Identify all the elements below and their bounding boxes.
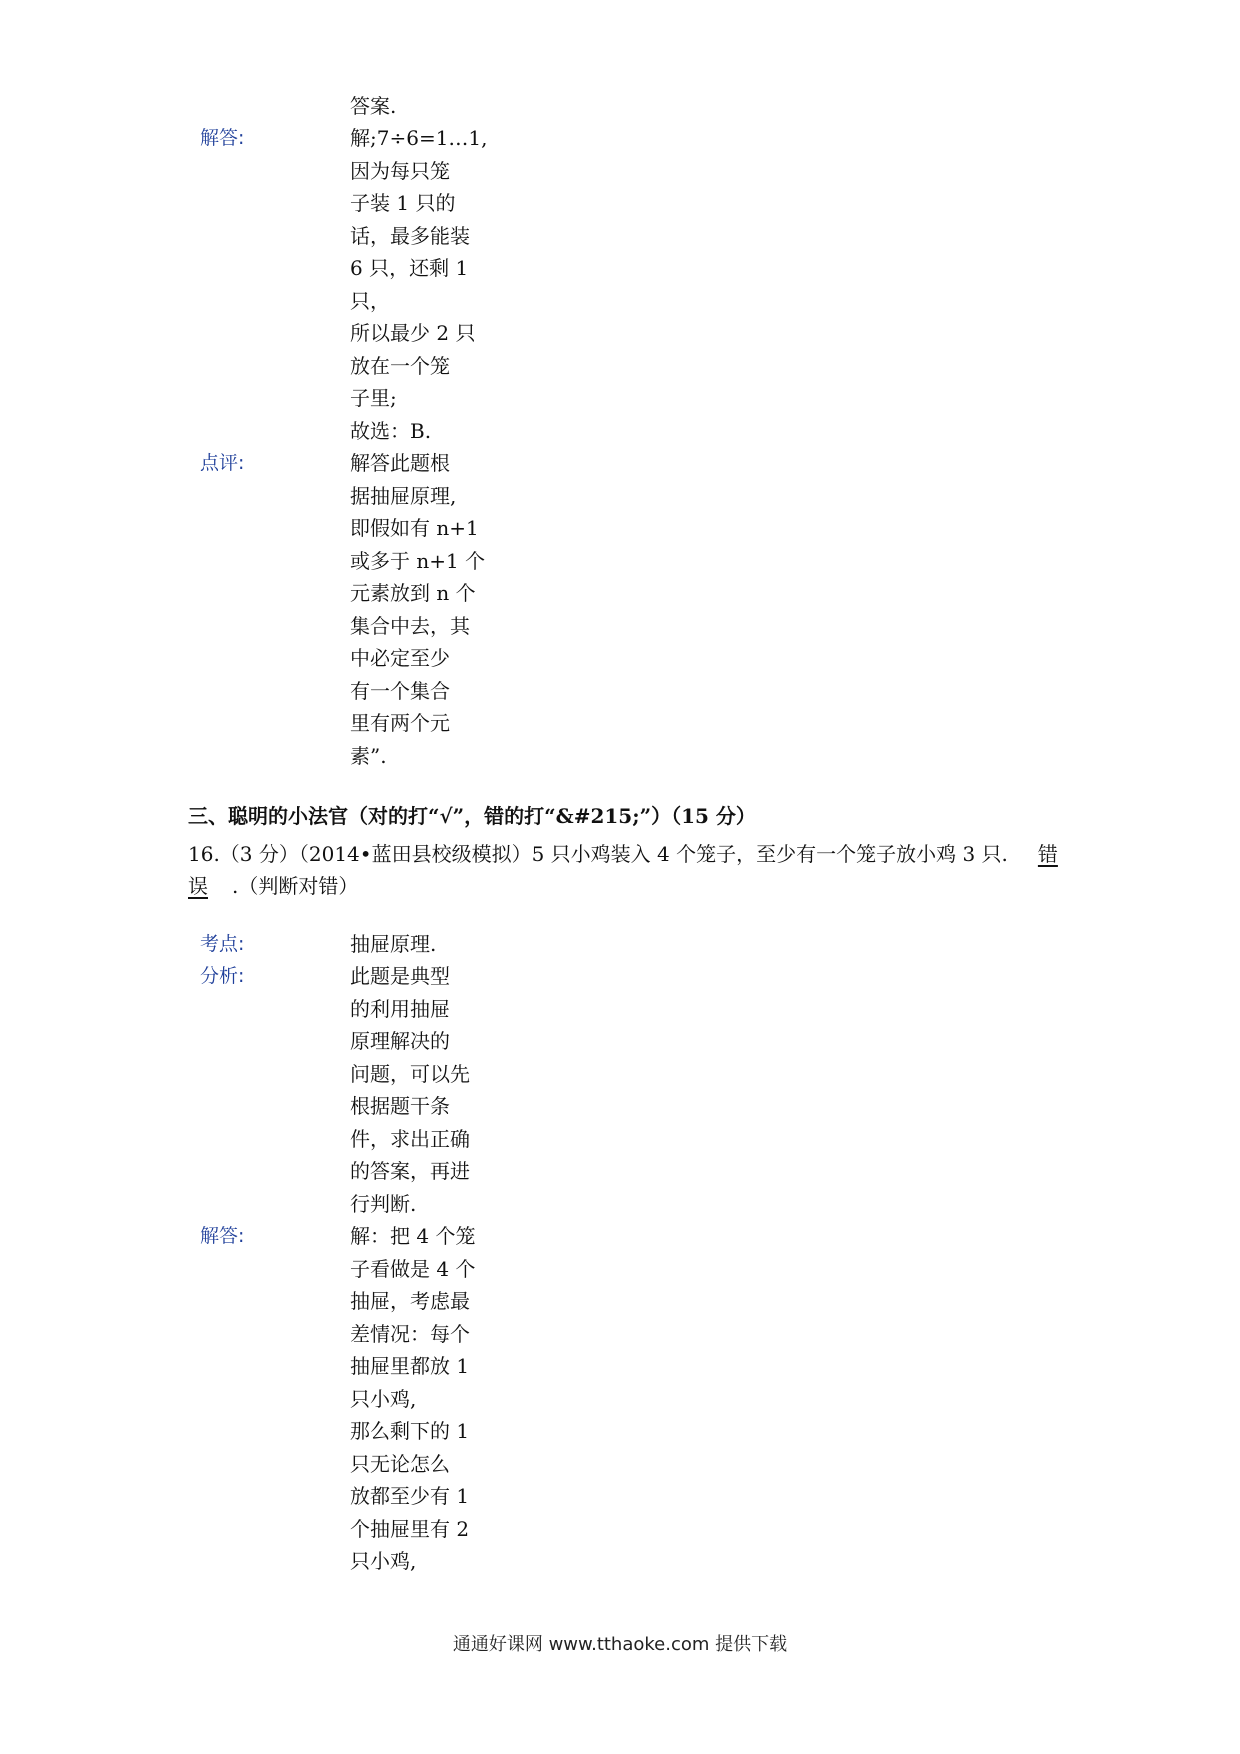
text-line: 根据题干条	[350, 1094, 450, 1118]
answer-blank-part2: 误	[188, 874, 208, 898]
section-heading: 三、聪明的小法官（对的打“√”，错的打“&#215;”）（15 分）	[188, 804, 756, 828]
question-16-line	[188, 838, 1058, 867]
text-line: 子看做是 4 个	[350, 1256, 476, 1281]
analysis-label: 分析:	[200, 965, 245, 987]
text-line: 个抽屉里有 2	[350, 1516, 470, 1541]
text-line: 话，最多能装	[350, 223, 470, 248]
point-label: 考点:	[200, 933, 245, 955]
text-line: 那么剩下的 1	[350, 1419, 470, 1443]
text-line: 的利用抽屉	[350, 996, 450, 1021]
text-line: 差情况：每个	[350, 1321, 470, 1346]
text-line: 中必定至少	[350, 646, 450, 670]
comment-label: 点评:	[200, 452, 245, 474]
text-line: 只无论怎么	[350, 1451, 450, 1476]
answer-label-1: 解答:	[200, 127, 245, 149]
text-line: 有一个集合	[350, 678, 450, 703]
text-line: 原理解决的	[350, 1029, 450, 1053]
text-line: 故选：B.	[350, 418, 432, 443]
answer-blank-part1: 错	[1037, 842, 1058, 866]
text-line: 解：把 4 个笼	[350, 1224, 476, 1248]
text-line: 解;7÷6=1…1,	[350, 126, 488, 150]
lead-text	[350, 90, 490, 123]
text-line: 里有两个元	[350, 711, 450, 735]
text-line: 放都至少有 1	[350, 1484, 470, 1508]
text-line: 据抽屉原理,	[350, 483, 457, 508]
answer-text-1	[350, 122, 490, 447]
text-line: 或多于 n+1 个	[350, 548, 486, 573]
text-line: 素”.	[350, 743, 387, 768]
answer-label-2: 解答:	[200, 1225, 245, 1247]
text-line: 因为每只笼	[350, 158, 450, 183]
text-line: 即假如有 n+1	[350, 516, 479, 540]
text-line: 只小鸡,	[350, 1549, 417, 1573]
text-line: 问题，可以先	[350, 1061, 470, 1086]
text-line: 抽屉，考虑最	[350, 1289, 470, 1313]
analysis-text	[350, 960, 490, 1220]
text-line: 只，	[350, 288, 390, 313]
question-16-line-2	[188, 870, 358, 899]
page-footer: 通通好课网 www.tthaoke.com 提供下载	[452, 1634, 788, 1655]
text-line: 此题是典型	[350, 964, 450, 988]
text-line: 所以最少 2 只	[350, 321, 476, 345]
text-line: 抽屉原理.	[350, 932, 437, 956]
question-16-tail: .（判断对错）	[232, 874, 359, 898]
text-line: 的答案，再进	[350, 1159, 470, 1183]
text-line: 元素放到 n 个	[350, 581, 476, 605]
text-line: 解答此题根	[350, 451, 450, 475]
text-line: 件，求出正确	[350, 1126, 470, 1151]
text-line: 抽屉里都放 1	[350, 1354, 470, 1378]
text-line: 6 只，还剩 1	[350, 256, 469, 280]
text-line: 行判断.	[350, 1191, 417, 1216]
text-line: 只小鸡,	[350, 1386, 417, 1411]
text-line: 放在一个笼	[350, 353, 450, 378]
point-text	[350, 928, 490, 961]
text-line: 子里;	[350, 386, 397, 410]
lead-line: 答案.	[350, 94, 397, 118]
answer-text-2	[350, 1220, 490, 1578]
comment-text	[350, 447, 490, 772]
text-line: 集合中去，其	[350, 613, 470, 638]
question-16-text: 16.（3 分）（2014•蓝田县校级模拟）5 只小鸡装入 4 个笼子，至少有一个笼子放小鸡 3 只.	[188, 842, 1008, 866]
text-line: 子装 1 只的	[350, 191, 456, 215]
